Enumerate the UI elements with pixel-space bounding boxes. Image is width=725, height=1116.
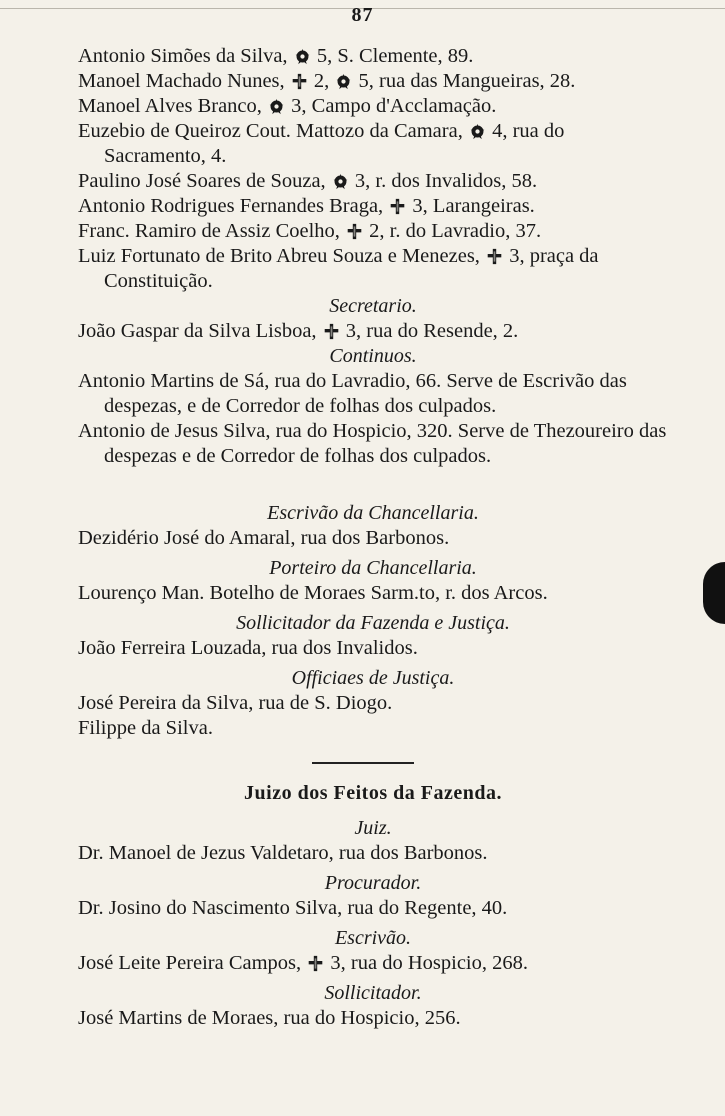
- list-item: Dezidério José do Amaral, rua dos Barbonos.: [78, 527, 450, 549]
- list-item: Luiz Fortunato de Brito Abreu Souza e Menezes, 3, praça da Constituição.: [78, 245, 599, 292]
- section-header-sollicitador-fazenda: Sollicitador da Fazenda e Justiça.: [236, 612, 510, 634]
- section-header-escrivao-chancellaria: Escrivão da Chancellaria.: [267, 502, 479, 524]
- cross-order-icon: [486, 248, 503, 265]
- list-item: José Martins de Moraes, rua do Hospicio, 256.: [78, 1007, 461, 1029]
- cross-order-icon: [307, 955, 324, 972]
- section-header-juiz: Juiz.: [354, 817, 392, 839]
- rose-order-icon: [332, 173, 349, 190]
- section-header-continuos: Continuos.: [329, 345, 417, 367]
- page-edge-shadow: [703, 562, 725, 624]
- list-item: Antonio Simões da Silva, 5, S. Clemente, 89.: [78, 45, 474, 67]
- list-item: João Gaspar da Silva Lisboa, 3, rua do Resende, 2.: [78, 320, 519, 342]
- chancellaria-list: [78, 501, 668, 741]
- rose-order-icon: [268, 98, 285, 115]
- list-item: José Leite Pereira Campos, 3, rua do Hospicio, 268.: [78, 952, 528, 974]
- list-item: Antonio de Jesus Silva, rua do Hospicio, 320. Serve de Thezoureiro das despezas e de Corredor de folhas dos culpados.: [78, 420, 667, 467]
- rose-order-icon: [294, 48, 311, 65]
- list-item: Antonio Martins de Sá, rua do Lavradio, 66. Serve de Escrivão das despezas, e de Corredor de folhas dos culpados.: [78, 370, 627, 417]
- juizo-section: [78, 781, 668, 1031]
- cross-order-icon: [323, 323, 340, 340]
- cross-order-icon: [346, 223, 363, 240]
- page-number: 87: [351, 4, 374, 26]
- section-divider: [312, 762, 414, 764]
- rose-order-icon: [469, 123, 486, 140]
- nobility-list: [78, 44, 668, 469]
- section-header-secretario: Secretario.: [329, 295, 417, 317]
- list-item: José Pereira da Silva, rua de S. Diogo.: [78, 692, 393, 714]
- list-item: Antonio Rodrigues Fernandes Braga, 3, Larangeiras.: [78, 195, 535, 217]
- section-header-procurador: Procurador.: [324, 872, 422, 894]
- section-header-sollicitador: Sollicitador.: [324, 982, 422, 1004]
- list-item: Dr. Manoel de Jezus Valdetaro, rua dos Barbonos.: [78, 842, 488, 864]
- rose-order-icon: [335, 73, 352, 90]
- list-item: Euzebio de Queiroz Cout. Mattozo da Camara, 4, rua do Sacramento, 4.: [78, 120, 565, 167]
- section-header-porteiro-chancellaria: Porteiro da Chancellaria.: [269, 557, 477, 579]
- cross-order-icon: [389, 198, 406, 215]
- list-item: Manoel Alves Branco, 3, Campo d'Acclamação.: [78, 95, 497, 117]
- cross-order-icon: [291, 73, 308, 90]
- section-header-officiaes: Officiaes de Justiça.: [291, 667, 455, 689]
- list-item: Manoel Machado Nunes, 2, 5, rua das Mangueiras, 28.: [78, 70, 576, 92]
- list-item: Franc. Ramiro de Assiz Coelho, 2, r. do Lavradio, 37.: [78, 220, 542, 242]
- list-item: Paulino José Soares de Souza, 3, r. dos Invalidos, 58.: [78, 170, 538, 192]
- list-item: Filippe da Silva.: [78, 717, 213, 739]
- list-item: João Ferreira Louzada, rua dos Invalidos.: [78, 637, 418, 659]
- section-title-juizo: Juizo dos Feitos da Fazenda.: [244, 782, 502, 804]
- list-item: Dr. Josino do Nascimento Silva, rua do Regente, 40.: [78, 897, 508, 919]
- section-header-escrivao: Escrivão.: [334, 927, 412, 949]
- list-item: Lourenço Man. Botelho de Moraes Sarm.to, r. dos Arcos.: [78, 582, 548, 604]
